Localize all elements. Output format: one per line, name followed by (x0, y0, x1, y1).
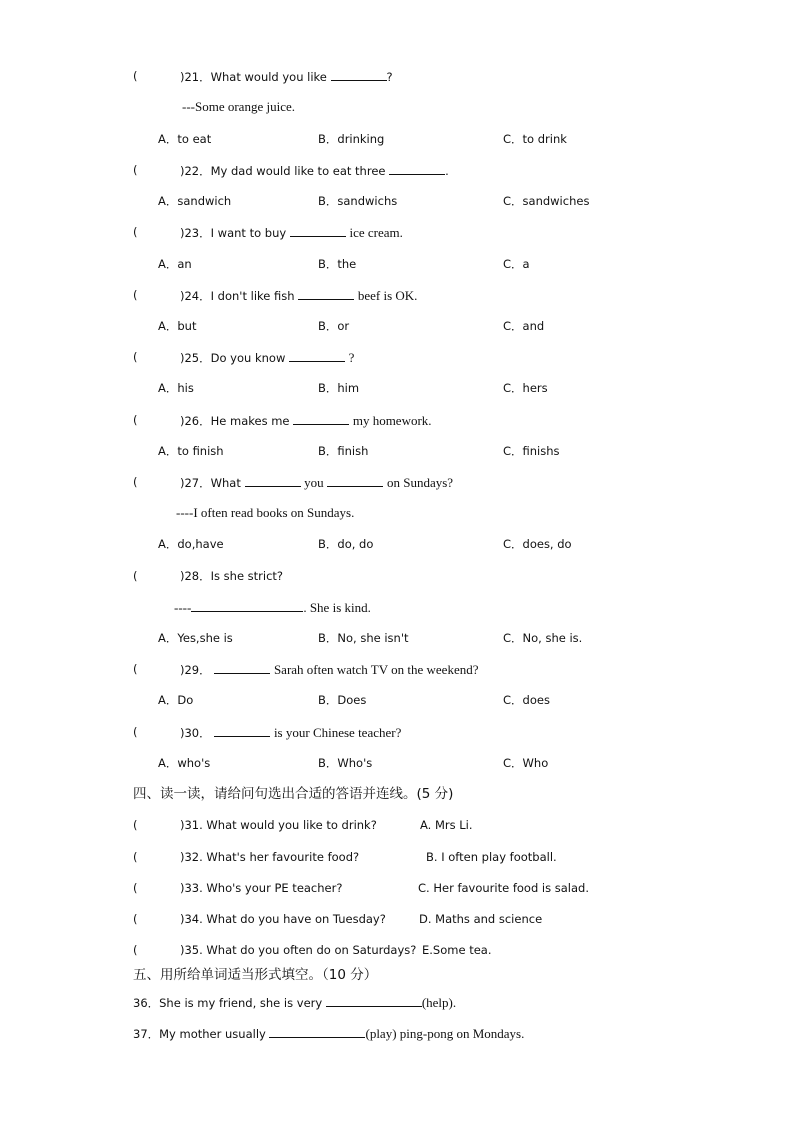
question-number: )27． (180, 476, 211, 490)
option-a: A．do,have (158, 537, 224, 551)
answer-paren-open: ( (133, 912, 138, 926)
question-number: )30． (180, 726, 211, 740)
option-b: B．or (318, 319, 350, 333)
question-stem: He makes me (210, 414, 290, 428)
answer-blank[interactable] (289, 349, 345, 362)
answer-blank[interactable] (298, 287, 354, 300)
question-stem: Do you know (210, 351, 286, 365)
question-stem-end: on Sundays? (386, 475, 454, 490)
question-number: )24． (180, 289, 211, 303)
option-a: A．Do (158, 693, 194, 707)
option-b: B．Does (318, 693, 367, 707)
match-answer: C. Her favourite food is salad. (418, 881, 589, 895)
answer-paren-open: ( (133, 225, 138, 239)
match-question: )32. What's her favourite food? (180, 850, 360, 864)
option-a: A．to finish (158, 444, 224, 458)
question-stem: I want to buy (210, 226, 287, 240)
option-a: A．an (158, 257, 192, 271)
question-stem: What would you like (210, 70, 327, 84)
option-c: C．and (503, 319, 545, 333)
answer-blank[interactable] (290, 224, 346, 237)
answer-blank[interactable] (269, 1025, 365, 1038)
question-stem: 36．She is my friend, she is very (133, 996, 323, 1010)
question-36 (133, 994, 456, 1011)
option-c: C．sandwiches (503, 194, 590, 208)
option-b: B．Who's (318, 756, 373, 770)
answer-blank[interactable] (214, 661, 270, 674)
answer-paren-open: ( (133, 943, 138, 957)
answer-blank[interactable] (245, 474, 301, 487)
question-number: )22． (180, 164, 211, 178)
answer-blank[interactable] (331, 68, 387, 81)
option-b: B．drinking (318, 132, 385, 146)
option-c: C．finishs (503, 444, 560, 458)
answer-paren-open: ( (133, 881, 138, 895)
question-stem-end: Sarah often watch TV on the weekend? (273, 662, 479, 677)
answer-blank[interactable] (191, 599, 303, 612)
option-b: B．No, she isn't (318, 631, 409, 645)
question-stem-end: is your Chinese teacher? (273, 725, 402, 740)
section-4-title: 四、读一读，请给问句选出合适的答语并连线。(5 分) (133, 786, 454, 802)
option-b: B．him (318, 381, 360, 395)
question-stem: What (210, 476, 241, 490)
answer-paren-open: ( (133, 850, 138, 864)
match-question: )31. What would you like to drink? (180, 818, 377, 832)
answer-paren-open: ( (133, 818, 138, 832)
answer-paren-open: ( (133, 725, 138, 739)
option-c: C．does, do (503, 537, 572, 551)
question-stem-end: ice cream. (349, 225, 403, 240)
answer-blank[interactable] (214, 724, 270, 737)
match-answer: E.Some tea. (422, 943, 492, 957)
question-number: )25． (180, 351, 211, 365)
question-37 (133, 1025, 524, 1042)
match-question: )33. Who's your PE teacher? (180, 881, 343, 895)
option-a: A．his (158, 381, 194, 395)
question-stem: 37．My mother usually (133, 1027, 266, 1041)
answer-paren-open: ( (133, 569, 138, 583)
option-a: A．but (158, 319, 197, 333)
question-stem-mid: you (304, 475, 324, 490)
question-number: )23． (180, 226, 211, 240)
answer-paren-open: ( (133, 69, 138, 83)
question-stem-end: my homework. (352, 413, 432, 428)
question-stem: Is she strict? (210, 569, 284, 583)
option-c: C．does (503, 693, 550, 707)
match-question: )35. What do you often do on Saturdays? (180, 943, 417, 957)
question-stem: I don't like fish (210, 289, 295, 303)
answer-blank[interactable] (293, 412, 349, 425)
option-c: C．to drink (503, 132, 567, 146)
question-stem-end: beef is OK. (357, 288, 418, 303)
answer-paren-open: ( (133, 413, 138, 427)
answer-blank[interactable] (389, 162, 445, 175)
section-5-title: 五、用所给单词适当形式填空。（10 分） (133, 967, 378, 983)
question-stem-end: ? (386, 70, 393, 84)
match-question: )34. What do you have on Tuesday? (180, 912, 386, 926)
option-b: B．sandwichs (318, 194, 398, 208)
question-stem-end: (help). (421, 995, 457, 1010)
reply-line: ---Some orange juice. (182, 99, 295, 114)
question-stem-end: . (445, 164, 449, 178)
option-c: C．Who (503, 756, 549, 770)
match-answer: D. Maths and science (419, 912, 543, 926)
reply-suffix: . She is kind. (303, 600, 371, 615)
option-c: C．No, she is. (503, 631, 583, 645)
answer-blank[interactable] (327, 474, 383, 487)
option-b: B．do, do (318, 537, 374, 551)
option-b: B．the (318, 257, 357, 271)
option-a: A．Yes,she is (158, 631, 233, 645)
question-stem-end: ? (348, 350, 355, 365)
option-a: A．sandwich (158, 194, 232, 208)
answer-paren-open: ( (133, 288, 138, 302)
question-stem-end: (play) ping-pong on Mondays. (365, 1026, 525, 1041)
reply-prefix: ---- (174, 600, 192, 615)
answer-paren-open: ( (133, 475, 138, 489)
reply-line: ----I often read books on Sundays. (176, 505, 355, 520)
option-a: A．who's (158, 756, 211, 770)
answer-blank[interactable] (326, 994, 422, 1007)
option-a: A．to eat (158, 132, 212, 146)
option-c: C．hers (503, 381, 548, 395)
question-number: )28． (180, 569, 211, 583)
match-answer: B. I often play football. (426, 850, 557, 864)
question-number: )26． (180, 414, 211, 428)
match-answer: A. Mrs Li. (420, 818, 473, 832)
answer-paren-open: ( (133, 662, 138, 676)
option-b: B．finish (318, 444, 369, 458)
question-number: )29． (180, 663, 211, 677)
question-stem: My dad would like to eat three (210, 164, 386, 178)
option-c: C．a (503, 257, 530, 271)
question-number: )21． (180, 70, 211, 84)
answer-paren-open: ( (133, 350, 138, 364)
answer-paren-open: ( (133, 163, 138, 177)
